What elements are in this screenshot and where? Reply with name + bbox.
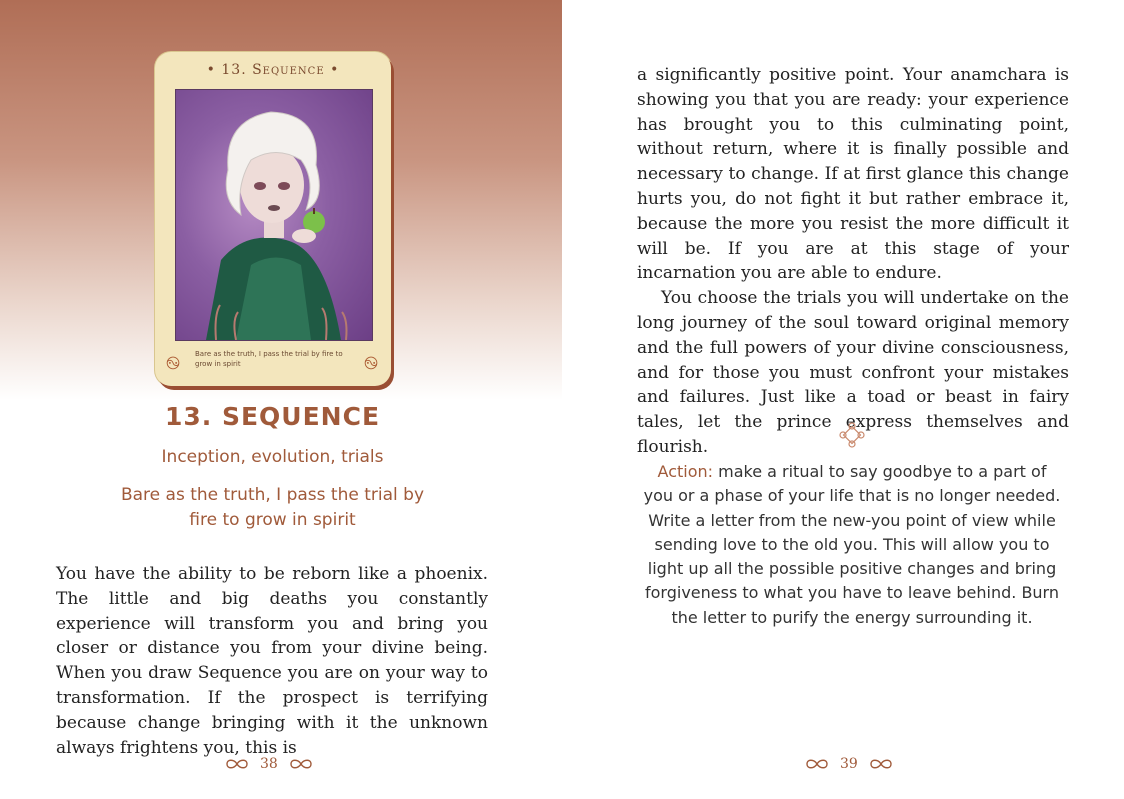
card-heading: 13. SEQUENCE [164, 402, 381, 431]
page-number: 39 [840, 756, 858, 772]
card-motto: Bare as the truth, I pass the trial by fire to grow in spirit [120, 485, 425, 530]
right-page [562, 0, 1124, 799]
infinity-ornament-icon [224, 758, 250, 770]
card-caption: Bare as the truth, I pass the trial by fire to grow in spirit [195, 350, 343, 368]
action-label: Action: [657, 462, 714, 481]
knot-ornament-icon [837, 422, 867, 448]
card-title: • 13. Sequence • [206, 62, 340, 78]
action-text: make a ritual to say goodbye to a part of you or a phase of your life that is no longer needed. Write a letter from the new-you point of view while sending love to the old you. This will allow you to light up all the possible positive changes and bring forgiveness to what you have to leave behind. Burn the letter to purify the energy surrounding it. [643, 462, 1061, 627]
paragraph: a significantly positive point. Your anamchara is showing you that you are ready: your experience has brought you to this culminating point, without return, where it is finally possible and necessary to change. If at first glance this change hurts you, do not fight it but rather embrace it, because the more you resist the more difficult it will be. If you are at this stage of your incarnation you are able to endure. [637, 65, 1069, 284]
triskele-icon: ࿊ [363, 353, 379, 374]
triskele-icon: ࿊ [165, 353, 181, 374]
page-footer-left [224, 756, 314, 772]
card-illustration-figure [176, 90, 372, 340]
action-block [642, 460, 1062, 630]
infinity-ornament-icon [804, 758, 830, 770]
body-text-right [637, 63, 1069, 460]
page-footer-right [804, 756, 894, 772]
body-text-left: You have the ability to be reborn like a phoenix. The little and big deaths you constantly experience will transform you and bring you closer or distance you from your divine being. When you draw Sequence you are on your way to transformation. If the prospect is terrifying because change bringing with it the unknown always frightens you, this is [56, 564, 488, 758]
card-keywords: Inception, evolution, trials [161, 447, 384, 467]
infinity-ornament-icon [868, 758, 894, 770]
oracle-card [155, 52, 391, 386]
infinity-ornament-icon [288, 758, 314, 770]
card-illustration [175, 89, 373, 341]
page-number: 38 [260, 756, 278, 772]
paragraph: You choose the trials you will undertake on the long journey of the soul toward original memory and the full powers of your divine consciousness, and for those you must confront your mistakes and failures. Just like a toad or beast in fairy tales, let the prince express themselves and flourish. [637, 288, 1069, 457]
